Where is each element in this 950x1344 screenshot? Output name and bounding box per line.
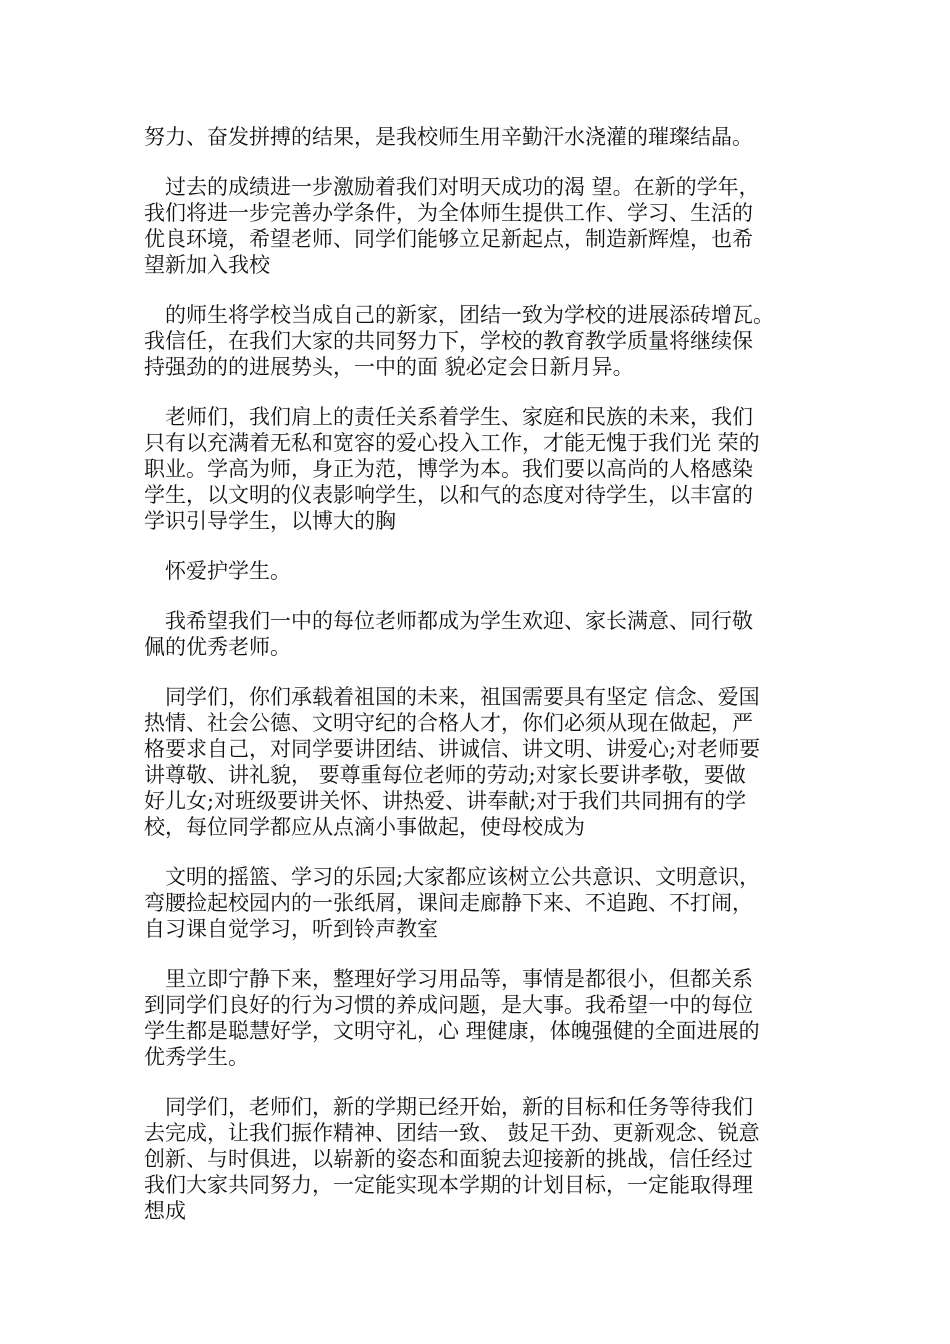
text-line: 里立即宁静下来，整理好学习用品等，事情是都很小，但都关系 (165, 967, 753, 991)
paragraph (144, 608, 814, 660)
paragraph (144, 966, 814, 1070)
text-line: 文明的摇篮、学习的乐园;大家都应该树立公共意识、文明意识， (165, 865, 761, 889)
text-line: 校，每位同学都应从点滴小事做起，使母校成为 (144, 815, 585, 839)
text-line: 职业。学高为师，身正为范，博学为本。我们要以高尚的人格感染 (144, 457, 753, 481)
text-line: 创新、与时俱进，以崭新的姿态和面貌去迎接新的挑战，信任经过 (144, 1147, 753, 1171)
text-line: 好儿女;对班级要讲关怀、讲热爱、讲奉献;对于我们共同拥有的学 (144, 789, 747, 813)
text-line: 我们将进一步完善办学条件，为全体师生提供工作、学习、生活的 (144, 201, 753, 225)
paragraph (144, 124, 814, 150)
text-line: 热情、社会公德、文明守纪的合格人才，你们必须从现在做起，严 (144, 711, 753, 735)
text-line: 同学们，老师们，新的学期已经开始，新的目标和任务等待我们 (165, 1095, 753, 1119)
text-line: 弯腰捡起校园内的一张纸屑，课间走廊静下来、不追跑、不打闹， (144, 891, 753, 915)
text-line: 望新加入我校 (144, 253, 270, 277)
text-line: 只有以充满着无私和宽容的爱心投入工作，才能无愧于我们光 荣的 (144, 431, 760, 455)
text-line: 佩的优秀老师。 (144, 635, 291, 659)
text-line: 自习课自觉学习，听到铃声教室 (144, 917, 438, 941)
text-line: 持强劲的的进展势头，一中的面 貌必定会日新月异。 (144, 355, 634, 379)
text-line: 我信任，在我们大家的共同努力下，学校的教育教学质量将继续保 (144, 329, 753, 353)
text-line: 老师们，我们肩上的责任关系着学生、家庭和民族的未来，我们 (165, 405, 753, 429)
paragraph (144, 302, 814, 380)
text-line: 到同学们良好的行为习惯的养成问题，是大事。我希望一中的每位 (144, 993, 753, 1017)
text-line: 格要求自己，对同学要讲团结、讲诚信、讲文明、讲爱心;对老师要 (144, 737, 761, 761)
paragraph (144, 864, 814, 942)
paragraph (144, 684, 814, 840)
text-line: 我们大家共同努力，一定能实现本学期的计划目标，一定能取得理 (144, 1173, 753, 1197)
text-line: 学生，以文明的仪表影响学生，以和气的态度对待学生，以丰富的 (144, 483, 753, 507)
text-line: 怀爱护学生。 (165, 559, 291, 583)
text-line: 学生都是聪慧好学，文明守礼，心 理健康，体魄强健的全面进展的 (144, 1019, 760, 1043)
text-line: 想成 (144, 1199, 186, 1223)
text-line: 学识引导学生，以博大的胸 (144, 509, 396, 533)
text-line: 优秀学生。 (144, 1045, 249, 1069)
paragraph (144, 404, 814, 534)
text-line: 过去的成绩进一步激励着我们对明天成功的渴 望。在新的学年， (165, 175, 760, 199)
document-body (144, 124, 814, 1248)
text-line: 我希望我们一中的每位老师都成为学生欢迎、家长满意、同行敬 (165, 609, 753, 633)
text-line: 努力、奋发拼搏的结果，是我校师生用辛勤汗水浇灌的璀璨结晶。 (144, 125, 753, 149)
paragraph (144, 1094, 814, 1224)
paragraph (144, 174, 814, 278)
text-line: 同学们，你们承载着祖国的未来，祖国需要具有坚定 信念、爱国 (165, 685, 760, 709)
text-line: 优良环境，希望老师、同学们能够立足新起点，制造新辉煌，也希 (144, 227, 753, 251)
text-line: 讲尊敬、讲礼貌， 要尊重每位老师的劳动;对家长要讲孝敬，要做 (144, 763, 746, 787)
text-line: 的师生将学校当成自己的新家，团结一致为学校的进展添砖增瓦。 (165, 303, 774, 327)
text-line: 去完成，让我们振作精神、团结一致、 鼓足干劲、更新观念、锐意 (144, 1121, 760, 1145)
paragraph (144, 558, 814, 584)
